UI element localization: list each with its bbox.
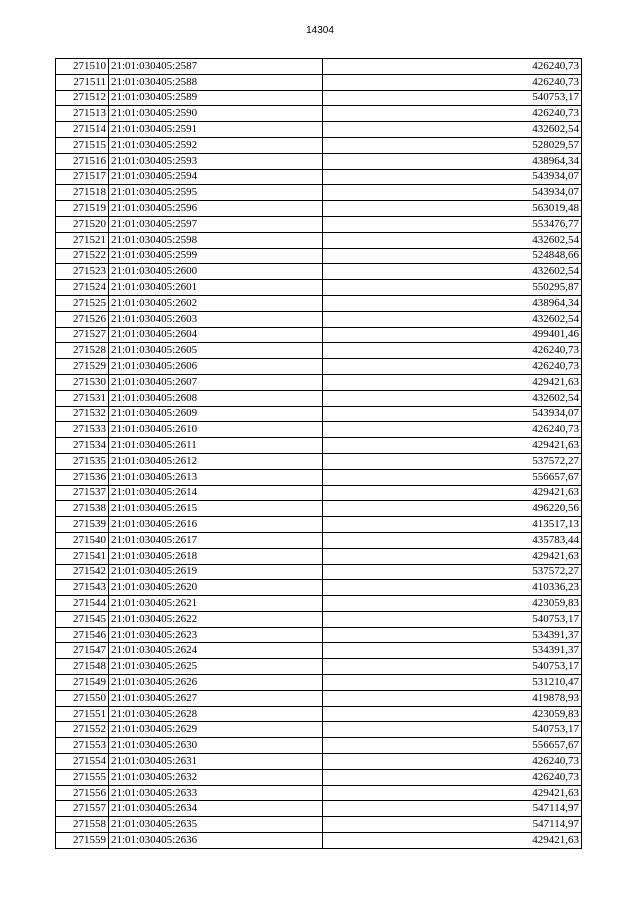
- table-row: [56, 596, 582, 612]
- table-row: [56, 769, 582, 785]
- cadastral-value-cell: 547114,97: [323, 801, 582, 817]
- row-number-cell: 271554: [56, 754, 109, 770]
- row-number-cell: 271518: [56, 185, 109, 201]
- cadastral-value-cell: 531210,47: [323, 675, 582, 691]
- row-number-cell: 271557: [56, 801, 109, 817]
- row-number-cell: 271535: [56, 453, 109, 469]
- cadastral-value-cell: 547114,97: [323, 817, 582, 833]
- row-number-cell: 271549: [56, 675, 109, 691]
- row-number-cell: 271520: [56, 216, 109, 232]
- cadastral-number-cell: 21:01:030405:2619: [109, 564, 323, 580]
- cadastral-value-cell: 426240,73: [323, 106, 582, 122]
- table-row: [56, 106, 582, 122]
- table-row: [56, 501, 582, 517]
- cadastral-number-cell: 21:01:030405:2617: [109, 532, 323, 548]
- table-row: [56, 122, 582, 138]
- cadastral-number-cell: 21:01:030405:2623: [109, 627, 323, 643]
- cadastral-number-cell: 21:01:030405:2634: [109, 801, 323, 817]
- cadastral-number-cell: 21:01:030405:2620: [109, 580, 323, 596]
- row-number-cell: 271524: [56, 280, 109, 296]
- cadastral-number-cell: 21:01:030405:2614: [109, 485, 323, 501]
- cadastral-value-cell: 534391,37: [323, 643, 582, 659]
- row-number-cell: 271552: [56, 722, 109, 738]
- cadastral-number-cell: 21:01:030405:2591: [109, 122, 323, 138]
- row-number-cell: 271546: [56, 627, 109, 643]
- cadastral-number-cell: 21:01:030405:2625: [109, 659, 323, 675]
- cadastral-value-cell: 540753,17: [323, 722, 582, 738]
- cadastral-value-cell: 429421,63: [323, 548, 582, 564]
- row-number-cell: 271555: [56, 769, 109, 785]
- cadastral-number-cell: 21:01:030405:2629: [109, 722, 323, 738]
- cadastral-value-cell: 524848,66: [323, 248, 582, 264]
- row-number-cell: 271558: [56, 817, 109, 833]
- table-row: [56, 564, 582, 580]
- cadastral-number-cell: 21:01:030405:2597: [109, 216, 323, 232]
- cadastral-value-cell: 426240,73: [323, 343, 582, 359]
- cadastral-value-cell: 553476,77: [323, 216, 582, 232]
- table-row: [56, 627, 582, 643]
- cadastral-value-cell: 543934,07: [323, 169, 582, 185]
- cadastral-value-cell: 429421,63: [323, 485, 582, 501]
- table-row: [56, 532, 582, 548]
- table-row: [56, 438, 582, 454]
- row-number-cell: 271519: [56, 201, 109, 217]
- cadastral-value-cell: 432602,54: [323, 390, 582, 406]
- cadastral-value-cell: 429421,63: [323, 374, 582, 390]
- cadastral-value-cell: 534391,37: [323, 627, 582, 643]
- row-number-cell: 271513: [56, 106, 109, 122]
- row-number-cell: 271551: [56, 706, 109, 722]
- row-number-cell: 271511: [56, 74, 109, 90]
- row-number-cell: 271548: [56, 659, 109, 675]
- table-row: [56, 580, 582, 596]
- cadastral-number-cell: 21:01:030405:2635: [109, 817, 323, 833]
- table-row: [56, 548, 582, 564]
- table-row: [56, 74, 582, 90]
- cadastral-value-cell: 550295,87: [323, 280, 582, 296]
- cadastral-number-cell: 21:01:030405:2590: [109, 106, 323, 122]
- cadastral-number-cell: 21:01:030405:2598: [109, 232, 323, 248]
- row-number-cell: 271516: [56, 153, 109, 169]
- cadastral-value-cell: 540753,17: [323, 90, 582, 106]
- row-number-cell: 271539: [56, 517, 109, 533]
- table-row: [56, 59, 582, 75]
- row-number-cell: 271510: [56, 59, 109, 75]
- table-row: [56, 738, 582, 754]
- row-number-cell: 271540: [56, 532, 109, 548]
- registry-table: [55, 58, 582, 849]
- table-row: [56, 643, 582, 659]
- row-number-cell: 271541: [56, 548, 109, 564]
- row-number-cell: 271521: [56, 232, 109, 248]
- cadastral-value-cell: 426240,73: [323, 754, 582, 770]
- table-row: [56, 359, 582, 375]
- cadastral-value-cell: 432602,54: [323, 311, 582, 327]
- row-number-cell: 271530: [56, 374, 109, 390]
- row-number-cell: 271514: [56, 122, 109, 138]
- cadastral-value-cell: 563019,48: [323, 201, 582, 217]
- cadastral-number-cell: 21:01:030405:2618: [109, 548, 323, 564]
- cadastral-value-cell: 429421,63: [323, 785, 582, 801]
- cadastral-value-cell: 496220,56: [323, 501, 582, 517]
- cadastral-value-cell: 543934,07: [323, 185, 582, 201]
- table-row: [56, 817, 582, 833]
- cadastral-value-cell: 537572,27: [323, 453, 582, 469]
- table-row: [56, 801, 582, 817]
- table-row: [56, 169, 582, 185]
- table-row: [56, 469, 582, 485]
- cadastral-value-cell: 528029,57: [323, 137, 582, 153]
- cadastral-number-cell: 21:01:030405:2607: [109, 374, 323, 390]
- cadastral-number-cell: 21:01:030405:2624: [109, 643, 323, 659]
- cadastral-value-cell: 426240,73: [323, 422, 582, 438]
- cadastral-number-cell: 21:01:030405:2636: [109, 833, 323, 849]
- cadastral-number-cell: 21:01:030405:2630: [109, 738, 323, 754]
- cadastral-number-cell: 21:01:030405:2622: [109, 611, 323, 627]
- cadastral-number-cell: 21:01:030405:2612: [109, 453, 323, 469]
- table-row: [56, 659, 582, 675]
- cadastral-value-cell: 540753,17: [323, 659, 582, 675]
- cadastral-number-cell: 21:01:030405:2601: [109, 280, 323, 296]
- table-row: [56, 406, 582, 422]
- cadastral-number-cell: 21:01:030405:2615: [109, 501, 323, 517]
- cadastral-value-cell: 499401,46: [323, 327, 582, 343]
- cadastral-number-cell: 21:01:030405:2626: [109, 675, 323, 691]
- table-row: [56, 754, 582, 770]
- cadastral-number-cell: 21:01:030405:2587: [109, 59, 323, 75]
- cadastral-value-cell: 540753,17: [323, 611, 582, 627]
- table-row: [56, 374, 582, 390]
- cadastral-number-cell: 21:01:030405:2599: [109, 248, 323, 264]
- cadastral-number-cell: 21:01:030405:2608: [109, 390, 323, 406]
- cadastral-number-cell: 21:01:030405:2595: [109, 185, 323, 201]
- cadastral-value-cell: 429421,63: [323, 438, 582, 454]
- table-row: [56, 264, 582, 280]
- cadastral-value-cell: 423059,83: [323, 596, 582, 612]
- row-number-cell: 271534: [56, 438, 109, 454]
- table-row: [56, 295, 582, 311]
- row-number-cell: 271559: [56, 833, 109, 849]
- table-row: [56, 517, 582, 533]
- cadastral-number-cell: 21:01:030405:2631: [109, 754, 323, 770]
- row-number-cell: 271531: [56, 390, 109, 406]
- table-row: [56, 390, 582, 406]
- row-number-cell: 271542: [56, 564, 109, 580]
- cadastral-value-cell: 438964,34: [323, 295, 582, 311]
- table-row: [56, 248, 582, 264]
- cadastral-number-cell: 21:01:030405:2589: [109, 90, 323, 106]
- table-row: [56, 201, 582, 217]
- table-row: [56, 722, 582, 738]
- cadastral-number-cell: 21:01:030405:2632: [109, 769, 323, 785]
- row-number-cell: 271537: [56, 485, 109, 501]
- table-row: [56, 343, 582, 359]
- cadastral-value-cell: 432602,54: [323, 264, 582, 280]
- row-number-cell: 271533: [56, 422, 109, 438]
- cadastral-value-cell: 419878,93: [323, 690, 582, 706]
- table-row: [56, 137, 582, 153]
- registry-table-body: [56, 59, 582, 849]
- row-number-cell: 271512: [56, 90, 109, 106]
- cadastral-number-cell: 21:01:030405:2628: [109, 706, 323, 722]
- row-number-cell: 271532: [56, 406, 109, 422]
- table-row: [56, 785, 582, 801]
- cadastral-number-cell: 21:01:030405:2611: [109, 438, 323, 454]
- row-number-cell: 271556: [56, 785, 109, 801]
- row-number-cell: 271522: [56, 248, 109, 264]
- table-row: [56, 280, 582, 296]
- cadastral-value-cell: 432602,54: [323, 122, 582, 138]
- table-row: [56, 485, 582, 501]
- row-number-cell: 271544: [56, 596, 109, 612]
- cadastral-number-cell: 21:01:030405:2610: [109, 422, 323, 438]
- page-number: 14304: [306, 25, 334, 36]
- cadastral-value-cell: 426240,73: [323, 769, 582, 785]
- row-number-cell: 271523: [56, 264, 109, 280]
- table-row: [56, 153, 582, 169]
- row-number-cell: 271543: [56, 580, 109, 596]
- cadastral-number-cell: 21:01:030405:2600: [109, 264, 323, 280]
- row-number-cell: 271553: [56, 738, 109, 754]
- row-number-cell: 271550: [56, 690, 109, 706]
- cadastral-number-cell: 21:01:030405:2609: [109, 406, 323, 422]
- cadastral-value-cell: 426240,73: [323, 359, 582, 375]
- cadastral-value-cell: 413517,13: [323, 517, 582, 533]
- row-number-cell: 271528: [56, 343, 109, 359]
- cadastral-number-cell: 21:01:030405:2606: [109, 359, 323, 375]
- row-number-cell: 271547: [56, 643, 109, 659]
- cadastral-value-cell: 426240,73: [323, 59, 582, 75]
- row-number-cell: 271525: [56, 295, 109, 311]
- table-row: [56, 690, 582, 706]
- table-row: [56, 185, 582, 201]
- table-row: [56, 833, 582, 849]
- cadastral-number-cell: 21:01:030405:2588: [109, 74, 323, 90]
- table-row: [56, 706, 582, 722]
- table-row: [56, 232, 582, 248]
- cadastral-value-cell: 556657,67: [323, 738, 582, 754]
- table-row: [56, 453, 582, 469]
- cadastral-number-cell: 21:01:030405:2633: [109, 785, 323, 801]
- cadastral-number-cell: 21:01:030405:2594: [109, 169, 323, 185]
- table-row: [56, 675, 582, 691]
- cadastral-value-cell: 556657,67: [323, 469, 582, 485]
- cadastral-number-cell: 21:01:030405:2603: [109, 311, 323, 327]
- cadastral-value-cell: 432602,54: [323, 232, 582, 248]
- cadastral-number-cell: 21:01:030405:2627: [109, 690, 323, 706]
- cadastral-number-cell: 21:01:030405:2621: [109, 596, 323, 612]
- cadastral-value-cell: 543934,07: [323, 406, 582, 422]
- row-number-cell: 271536: [56, 469, 109, 485]
- table-row: [56, 216, 582, 232]
- table-row: [56, 90, 582, 106]
- row-number-cell: 271545: [56, 611, 109, 627]
- row-number-cell: 271538: [56, 501, 109, 517]
- cadastral-value-cell: 410336,23: [323, 580, 582, 596]
- row-number-cell: 271529: [56, 359, 109, 375]
- cadastral-value-cell: 438964,34: [323, 153, 582, 169]
- cadastral-number-cell: 21:01:030405:2593: [109, 153, 323, 169]
- cadastral-number-cell: 21:01:030405:2604: [109, 327, 323, 343]
- cadastral-number-cell: 21:01:030405:2616: [109, 517, 323, 533]
- table-row: [56, 327, 582, 343]
- row-number-cell: 271526: [56, 311, 109, 327]
- cadastral-value-cell: 435783,44: [323, 532, 582, 548]
- cadastral-value-cell: 423059,83: [323, 706, 582, 722]
- cadastral-value-cell: 426240,73: [323, 74, 582, 90]
- cadastral-number-cell: 21:01:030405:2602: [109, 295, 323, 311]
- cadastral-number-cell: 21:01:030405:2613: [109, 469, 323, 485]
- cadastral-number-cell: 21:01:030405:2605: [109, 343, 323, 359]
- cadastral-number-cell: 21:01:030405:2592: [109, 137, 323, 153]
- table-row: [56, 422, 582, 438]
- row-number-cell: 271515: [56, 137, 109, 153]
- cadastral-value-cell: 537572,27: [323, 564, 582, 580]
- cadastral-number-cell: 21:01:030405:2596: [109, 201, 323, 217]
- cadastral-value-cell: 429421,63: [323, 833, 582, 849]
- row-number-cell: 271527: [56, 327, 109, 343]
- table-row: [56, 611, 582, 627]
- row-number-cell: 271517: [56, 169, 109, 185]
- table-row: [56, 311, 582, 327]
